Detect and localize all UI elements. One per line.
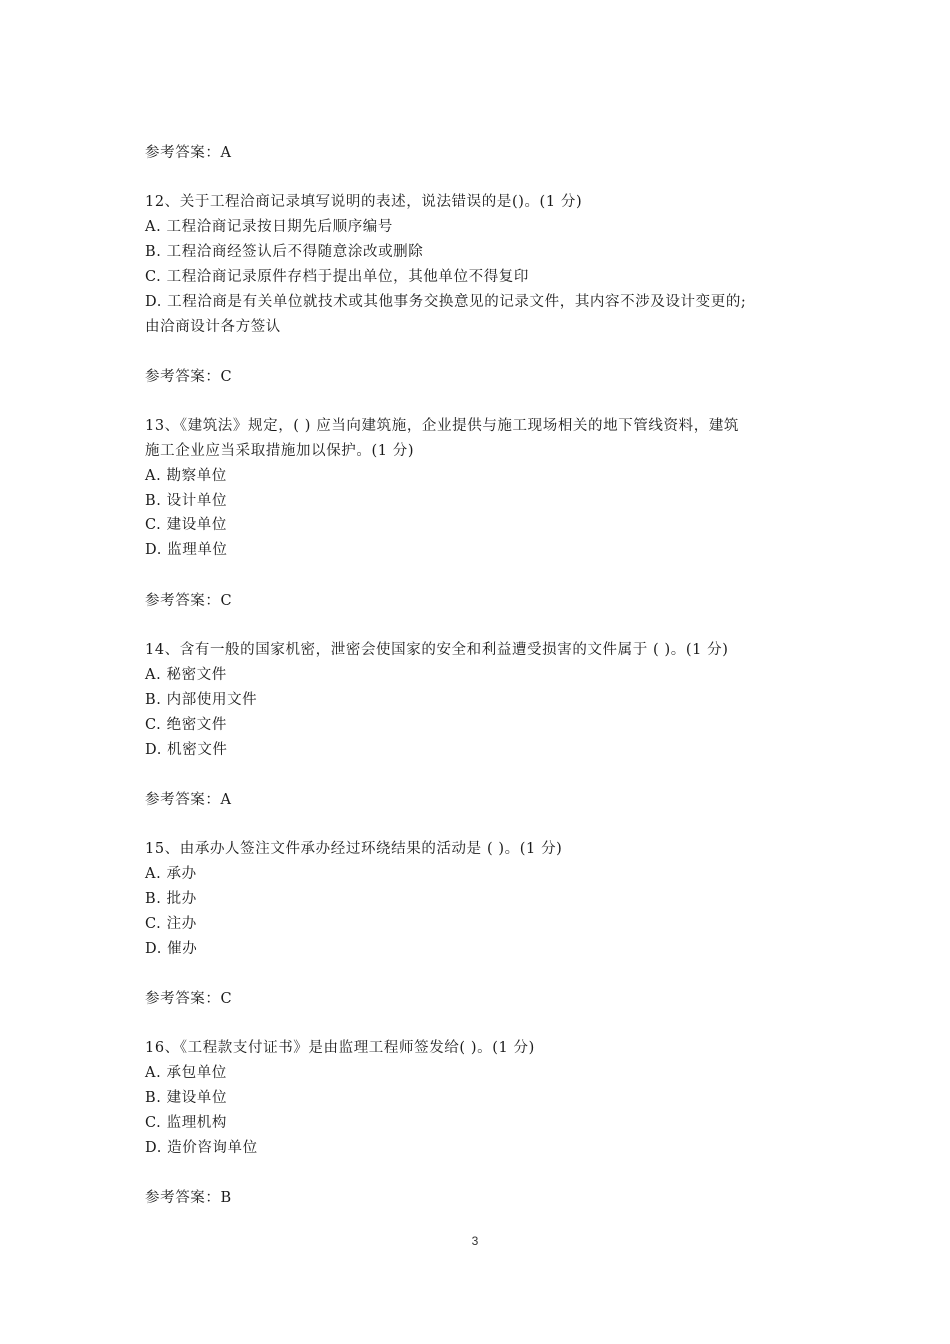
option-b: B. 设计单位 bbox=[145, 493, 228, 509]
answer: 参考答案：B bbox=[145, 1190, 232, 1206]
answer-prev: 参考答案：A bbox=[145, 145, 232, 161]
option-d: D. 催办 bbox=[145, 941, 198, 957]
question-stem: 14、含有一般的国家机密，泄密会使国家的安全和利益遭受损害的文件属于 ( )。(1 分) bbox=[145, 642, 729, 658]
option-c: C. 绝密文件 bbox=[145, 717, 227, 733]
question-stem: 15、由承办人签注文件承办经过环绕结果的活动是 ( )。(1 分) bbox=[145, 841, 563, 857]
option-c: C. 建设单位 bbox=[145, 517, 227, 533]
page-number: 3 bbox=[471, 1234, 479, 1248]
option-b: B. 批办 bbox=[145, 891, 197, 907]
answer: 参考答案：C bbox=[145, 369, 233, 385]
option-a: A. 承办 bbox=[145, 866, 197, 882]
option-a: A. 承包单位 bbox=[145, 1065, 227, 1081]
answer: 参考答案：A bbox=[145, 792, 232, 808]
option-c: C. 注办 bbox=[145, 916, 197, 932]
option-b: B. 内部使用文件 bbox=[145, 692, 258, 708]
answer: 参考答案：C bbox=[145, 593, 233, 609]
question-stem: 13、《建筑法》规定，( ) 应当向建筑施，企业提供与施工现场相关的地下管线资料，建筑 bbox=[145, 418, 740, 434]
option-d: D. 机密文件 bbox=[145, 742, 228, 758]
question-stem-continued: 施工企业应当采取措施加以保护。(1 分) bbox=[145, 443, 415, 459]
question-stem: 12、关于工程洽商记录填写说明的表述，说法错误的是()。(1 分) bbox=[145, 194, 583, 210]
option-b: B. 工程洽商经签认后不得随意涂改或删除 bbox=[145, 244, 424, 260]
option-a: A. 工程洽商记录按日期先后顺序编号 bbox=[145, 219, 393, 235]
option-a: A. 勘察单位 bbox=[145, 468, 227, 484]
option-a: A. 秘密文件 bbox=[145, 667, 227, 683]
question-stem: 16、《工程款支付证书》是由监理工程师签发给( )。(1 分) bbox=[145, 1040, 535, 1056]
option-b: B. 建设单位 bbox=[145, 1090, 228, 1106]
option-c: C. 监理机构 bbox=[145, 1115, 227, 1131]
option-d-continued: 由洽商设计各方签认 bbox=[145, 319, 281, 335]
option-d: D. 工程洽商是有关单位就技术或其他事务交换意见的记录文件，其内容不涉及设计变更的; bbox=[145, 294, 747, 310]
option-d: D. 监理单位 bbox=[145, 542, 228, 558]
answer: 参考答案：C bbox=[145, 991, 233, 1007]
option-c: C. 工程洽商记录原件存档于提出单位，其他单位不得复印 bbox=[145, 269, 529, 285]
option-d: D. 造价咨询单位 bbox=[145, 1140, 258, 1156]
